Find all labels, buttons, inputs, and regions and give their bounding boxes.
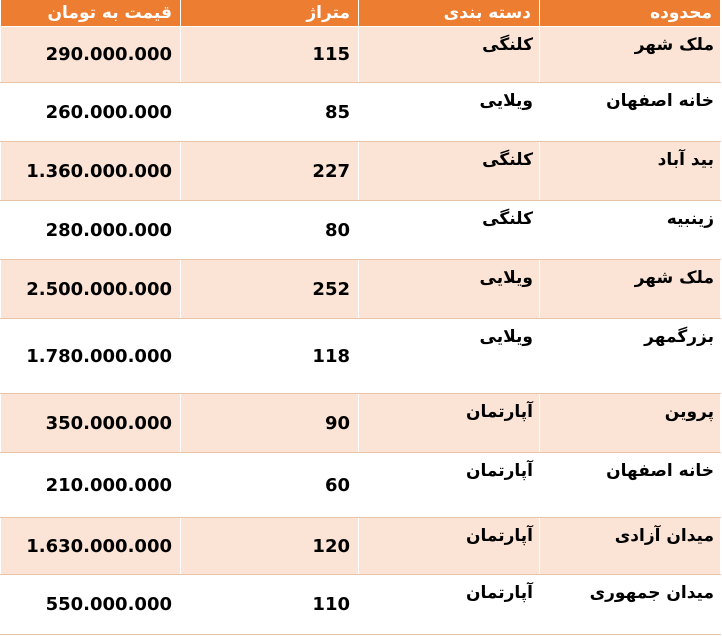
cell-region: پروین <box>540 394 721 453</box>
cell-region: خانه اصفهان <box>540 453 721 518</box>
cell-category: ویلایی <box>359 260 540 319</box>
cell-price: 1.360.000.000 <box>1 142 181 201</box>
cell-category: کلنگی <box>359 142 540 201</box>
cell-price: 1.780.000.000 <box>1 319 181 394</box>
cell-area: 60 <box>181 453 359 518</box>
cell-region: بزرگمهر <box>540 319 721 394</box>
cell-area: 115 <box>181 27 359 83</box>
cell-price: 350.000.000 <box>1 394 181 453</box>
cell-category: کلنگی <box>359 27 540 83</box>
cell-category: کلنگی <box>359 201 540 260</box>
cell-price: 1.630.000.000 <box>1 518 181 575</box>
cell-area: 80 <box>181 201 359 260</box>
header-area: متراژ <box>181 0 359 27</box>
cell-region: خانه اصفهان <box>540 83 721 142</box>
cell-region: میدان آزادی <box>540 518 721 575</box>
header-row <box>1 0 721 27</box>
cell-region: ملک شهر <box>540 260 721 319</box>
cell-area: 120 <box>181 518 359 575</box>
cell-price: 2.500.000.000 <box>1 260 181 319</box>
table-row <box>1 260 721 319</box>
cell-category: آپارتمان <box>359 394 540 453</box>
cell-price: 550.000.000 <box>1 575 181 635</box>
cell-price: 290.000.000 <box>1 27 181 83</box>
table-body <box>1 27 721 635</box>
table-row <box>1 394 721 453</box>
header-price: قیمت به تومان <box>1 0 181 27</box>
cell-area: 90 <box>181 394 359 453</box>
cell-category: آپارتمان <box>359 453 540 518</box>
cell-area: 110 <box>181 575 359 635</box>
cell-price: 260.000.000 <box>1 83 181 142</box>
cell-area: 252 <box>181 260 359 319</box>
cell-area: 227 <box>181 142 359 201</box>
cell-category: آپارتمان <box>359 518 540 575</box>
cell-category: ویلایی <box>359 319 540 394</box>
cell-area: 118 <box>181 319 359 394</box>
cell-region: بید آباد <box>540 142 721 201</box>
header-category: دسته بندی <box>359 0 540 27</box>
table-row <box>1 453 721 518</box>
cell-region: زینبیه <box>540 201 721 260</box>
table-row <box>1 319 721 394</box>
cell-area: 85 <box>181 83 359 142</box>
table-row <box>1 201 721 260</box>
cell-category: آپارتمان <box>359 575 540 635</box>
table-row <box>1 518 721 575</box>
table-row <box>1 83 721 142</box>
table-row <box>1 27 721 83</box>
cell-category: ویلایی <box>359 83 540 142</box>
cell-price: 210.000.000 <box>1 453 181 518</box>
header-region: محدوده <box>540 0 721 27</box>
cell-region: ملک شهر <box>540 27 721 83</box>
cell-price: 280.000.000 <box>1 201 181 260</box>
table-row <box>1 575 721 635</box>
table-row <box>1 142 721 201</box>
cell-region: میدان جمهوری <box>540 575 721 635</box>
